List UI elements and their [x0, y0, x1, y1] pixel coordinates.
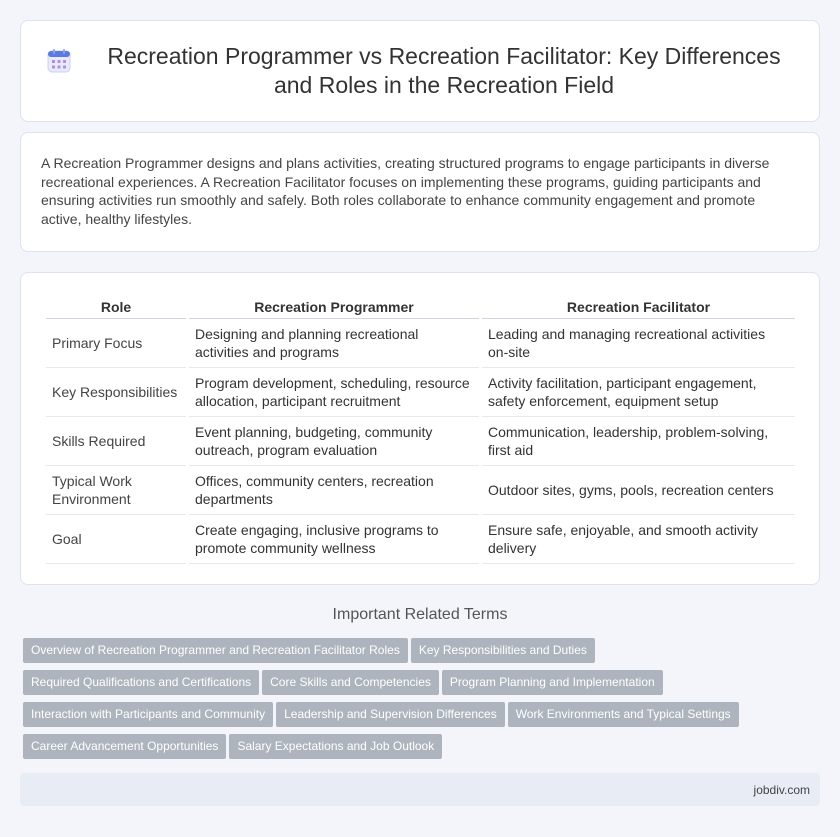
table-row [46, 319, 795, 368]
facilitator-cell: Ensure safe, enjoyable, and smooth activity delivery [482, 515, 795, 564]
programmer-cell: Program development, scheduling, resource allocation, participant recruitment [189, 368, 479, 417]
programmer-cell: Offices, community centers, recreation departments [189, 466, 479, 515]
row-label: Goal [46, 515, 186, 564]
column-header-role: Role [46, 295, 186, 319]
related-terms-list [23, 638, 823, 766]
related-term-tag[interactable]: Salary Expectations and Job Outlook [229, 734, 442, 759]
table-row [46, 368, 795, 417]
footer-site-link[interactable]: jobdiv.com [753, 782, 810, 797]
column-header-facilitator: Recreation Facilitator [482, 295, 795, 319]
comparison-table [43, 295, 798, 564]
related-term-tag[interactable]: Required Qualifications and Certifications [23, 670, 259, 695]
table-row [46, 515, 795, 564]
programmer-cell: Create engaging, inclusive programs to promote community wellness [189, 515, 479, 564]
row-label: Primary Focus [46, 319, 186, 368]
column-header-programmer: Recreation Programmer [189, 295, 479, 319]
header-card [20, 20, 820, 122]
related-term-tag[interactable]: Core Skills and Competencies [262, 670, 439, 695]
programmer-cell: Event planning, budgeting, community outreach, program evaluation [189, 417, 479, 466]
table-header-row [46, 295, 795, 319]
related-terms-title: Important Related Terms [332, 606, 508, 623]
table-row [46, 417, 795, 466]
facilitator-cell: Leading and managing recreational activities on-site [482, 319, 795, 368]
intro-text: A Recreation Programmer designs and plans activities, creating structured programs to engage participants in diverse recreational experiences. A Recreation Facilitator focuses on implementing these programs, guiding participants and ensuring activities run smoothly and safely. Both roles collaborate to enhance community engagement and promote active, healthy lifestyles. [41, 155, 770, 227]
row-label: Skills Required [46, 417, 186, 466]
calendar-icon [46, 48, 72, 74]
header-inner [46, 42, 794, 100]
row-label: Key Responsibilities [46, 368, 186, 417]
page-title: Recreation Programmer vs Recreation Facilitator: Key Differences and Roles in the Recreation Field [107, 43, 781, 98]
related-term-tag[interactable]: Key Responsibilities and Duties [411, 638, 595, 663]
related-term-tag[interactable]: Interaction with Participants and Community [23, 702, 273, 727]
related-term-tag[interactable]: Overview of Recreation Programmer and Recreation Facilitator Roles [23, 638, 408, 663]
related-term-tag[interactable]: Leadership and Supervision Differences [276, 702, 505, 727]
table-row [46, 466, 795, 515]
footer [20, 773, 820, 806]
comparison-table-card [20, 272, 820, 585]
intro-card [20, 132, 820, 252]
row-label: Typical Work Environment [46, 466, 186, 515]
facilitator-cell: Activity facilitation, participant engagement, safety enforcement, equipment setup [482, 368, 795, 417]
related-term-tag[interactable]: Program Planning and Implementation [442, 670, 663, 695]
facilitator-cell: Outdoor sites, gyms, pools, recreation centers [482, 466, 795, 515]
programmer-cell: Designing and planning recreational activities and programs [189, 319, 479, 368]
related-term-tag[interactable]: Work Environments and Typical Settings [508, 702, 739, 727]
facilitator-cell: Communication, leadership, problem-solving, first aid [482, 417, 795, 466]
related-term-tag[interactable]: Career Advancement Opportunities [23, 734, 226, 759]
